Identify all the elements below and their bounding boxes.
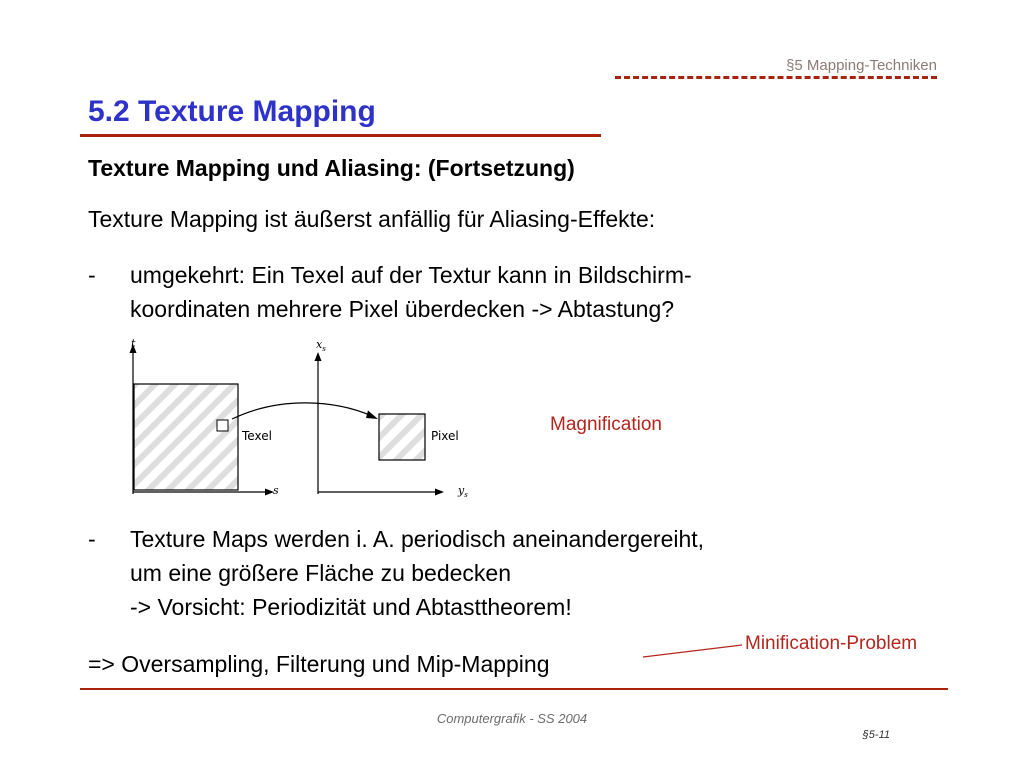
left-y-label: t bbox=[131, 337, 136, 350]
right-y-arrow bbox=[315, 352, 322, 361]
header-divider bbox=[615, 76, 937, 79]
page-title: 5.2 Texture Mapping bbox=[88, 95, 376, 128]
page-number: §5-11 bbox=[862, 729, 890, 741]
section-label: §5 Mapping-Techniken bbox=[786, 57, 937, 74]
pixel-square bbox=[379, 414, 425, 460]
footer-course: Computergrafik - SS 2004 bbox=[436, 711, 588, 726]
left-x-label: s bbox=[273, 484, 279, 497]
intro-text: Texture Mapping ist äußerst anfällig für Aliasing-Effekte: bbox=[88, 206, 656, 232]
pixel-label: Pixel bbox=[431, 429, 459, 443]
bullet-marker: - bbox=[88, 262, 96, 288]
right-y-label: $x_s$ bbox=[316, 338, 326, 353]
magnification-annotation: Magnification bbox=[550, 414, 662, 435]
texel-pixel-diagram bbox=[120, 336, 490, 506]
bullet-1-line-1: umgekehrt: Ein Texel auf der Textur kann in Bildschirm- bbox=[130, 262, 692, 288]
texel-label: Texel bbox=[242, 429, 272, 443]
footer-divider bbox=[80, 688, 948, 690]
texel-square bbox=[217, 420, 228, 431]
conclusion-text: => Oversampling, Filterung und Mip-Mapping bbox=[88, 651, 550, 677]
subheading: Texture Mapping und Aliasing: (Fortsetzung) bbox=[88, 155, 575, 181]
mapping-arrowhead bbox=[366, 411, 378, 420]
title-underline bbox=[80, 134, 601, 137]
mapping-arrow bbox=[232, 403, 372, 419]
right-x-arrow bbox=[435, 489, 444, 496]
bullet-1 bbox=[130, 258, 850, 326]
bullet-2-line-3: -> Vorsicht: Periodizität und Abtasttheorem! bbox=[130, 594, 572, 620]
texture-square bbox=[134, 384, 238, 490]
right-x-label: $y_s$ bbox=[458, 484, 468, 499]
bullet-1-line-2: koordinaten mehrere Pixel überdecken -> Abtastung? bbox=[130, 296, 675, 322]
bullet-2-line-1: Texture Maps werden i. A. periodisch aneinandergereiht, bbox=[130, 526, 705, 552]
bullet-2-line-2: um eine größere Fläche zu bedecken bbox=[130, 560, 511, 586]
minification-annotation: Minification-Problem bbox=[745, 633, 918, 654]
bullet-2 bbox=[130, 522, 890, 624]
bullet-marker: - bbox=[88, 526, 96, 552]
